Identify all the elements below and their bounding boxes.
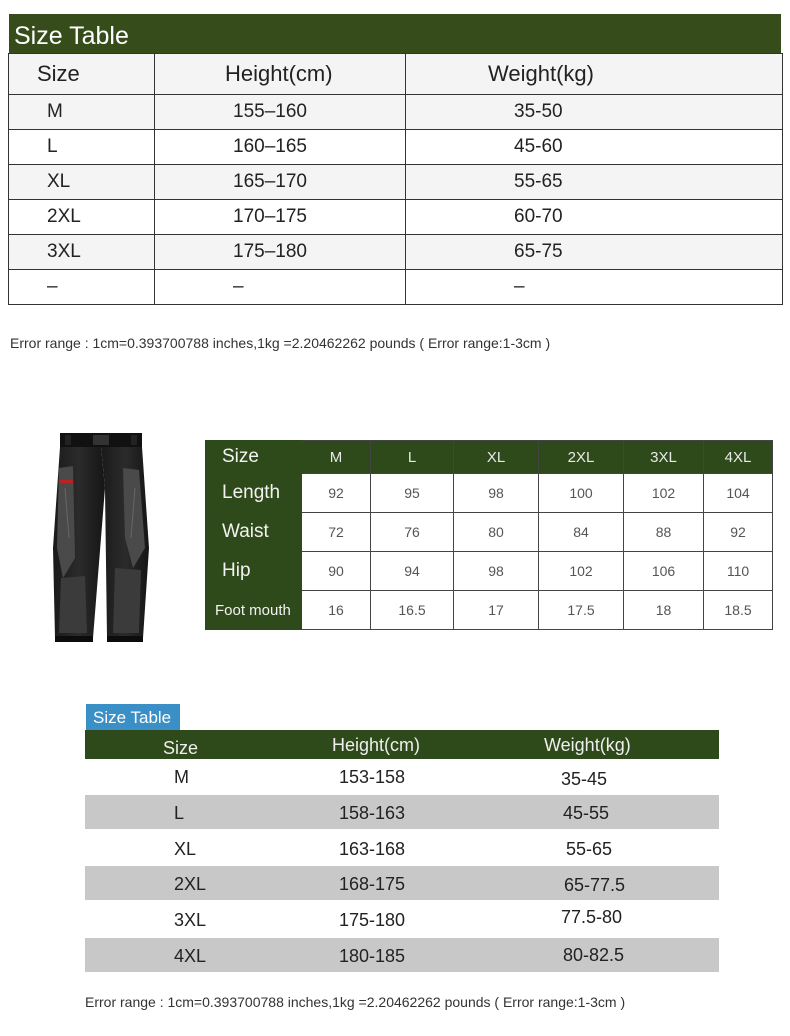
table-row bbox=[85, 938, 719, 972]
table-cell: 16 bbox=[302, 591, 371, 630]
error-range-note: Error range : 1cm=0.393700788 inches,1kg =2.20462262 pounds ( Error range:1-3cm ) bbox=[85, 994, 626, 1010]
table-cell: 92 bbox=[704, 513, 773, 552]
cell-weight: 77.5-80 bbox=[561, 907, 623, 927]
table-row bbox=[85, 795, 719, 829]
header-height: Height(cm) bbox=[332, 735, 421, 755]
cell-height: 168-175 bbox=[339, 874, 406, 894]
cell-weight: 65-75 bbox=[406, 235, 783, 270]
cell-height: – bbox=[155, 270, 406, 305]
cell-weight: 65-77.5 bbox=[564, 875, 626, 895]
cell-weight: 80-82.5 bbox=[563, 945, 625, 965]
size-table-1 bbox=[8, 53, 783, 305]
header-weight: Weight(kg) bbox=[406, 54, 783, 95]
header-size-4xl: 4XL bbox=[704, 441, 773, 474]
table-cell: 106 bbox=[624, 552, 704, 591]
cell-size: M bbox=[174, 767, 189, 787]
cell-size: XL bbox=[174, 839, 197, 859]
measurement-table bbox=[205, 440, 773, 630]
table-row bbox=[206, 513, 773, 552]
header-height: Height(cm) bbox=[155, 54, 406, 95]
cell-size: 4XL bbox=[174, 946, 207, 966]
cell-height: 163-168 bbox=[339, 839, 406, 859]
cell-size: 2XL bbox=[9, 200, 155, 235]
cell-weight: 35-45 bbox=[561, 769, 608, 789]
table-row bbox=[9, 165, 783, 200]
cell-height: 180-185 bbox=[339, 946, 406, 966]
table-cell: 98 bbox=[454, 552, 539, 591]
table-cell: 98 bbox=[454, 474, 539, 513]
cell-weight: 45-60 bbox=[406, 130, 783, 165]
table-cell: 90 bbox=[302, 552, 371, 591]
table-row bbox=[206, 474, 773, 513]
table-cell: 84 bbox=[539, 513, 624, 552]
row-label-hip: Hip bbox=[206, 552, 302, 591]
table-row bbox=[85, 831, 719, 865]
table-cell: 102 bbox=[539, 552, 624, 591]
header-size-m: M bbox=[302, 441, 371, 474]
table-row bbox=[206, 591, 773, 630]
row-label-waist: Waist bbox=[206, 513, 302, 552]
cell-size: L bbox=[9, 130, 155, 165]
table-cell: 17.5 bbox=[539, 591, 624, 630]
cell-height: 175-180 bbox=[339, 910, 406, 930]
cell-size: – bbox=[9, 270, 155, 305]
cell-weight: 60-70 bbox=[406, 200, 783, 235]
table-cell: 102 bbox=[624, 474, 704, 513]
cell-weight: 35-50 bbox=[406, 95, 783, 130]
table-cell: 110 bbox=[704, 552, 773, 591]
cell-size: 3XL bbox=[174, 910, 207, 930]
header-size: Size bbox=[9, 54, 155, 95]
table-cell: 88 bbox=[624, 513, 704, 552]
cell-height: 170–175 bbox=[155, 200, 406, 235]
error-range-note: Error range : 1cm=0.393700788 inches,1kg =2.20462262 pounds ( Error range:1-3cm ) bbox=[10, 335, 551, 351]
cell-height: 175–180 bbox=[155, 235, 406, 270]
size-table-title: Size Table bbox=[9, 14, 781, 53]
table-row bbox=[9, 270, 783, 305]
table-cell: 18.5 bbox=[704, 591, 773, 630]
table-row bbox=[9, 95, 783, 130]
table-row bbox=[9, 235, 783, 270]
table-header-row bbox=[9, 54, 783, 95]
table-row bbox=[9, 200, 783, 235]
table-row bbox=[85, 902, 719, 936]
table-header-row bbox=[206, 441, 773, 474]
cell-size: L bbox=[174, 803, 185, 823]
header-size-3xl: 3XL bbox=[624, 441, 704, 474]
cell-weight: 55-65 bbox=[566, 839, 613, 859]
header-size-2xl: 2XL bbox=[539, 441, 624, 474]
cell-size: M bbox=[9, 95, 155, 130]
table-header-row bbox=[85, 730, 719, 759]
cell-height: 153-158 bbox=[339, 767, 406, 787]
cell-size: XL bbox=[9, 165, 155, 200]
table-row bbox=[85, 759, 719, 793]
size-table-tag: Size Table bbox=[86, 704, 180, 730]
table-cell: 18 bbox=[624, 591, 704, 630]
table-cell: 95 bbox=[371, 474, 454, 513]
table-cell: 92 bbox=[302, 474, 371, 513]
table-cell: 80 bbox=[454, 513, 539, 552]
table-row bbox=[206, 552, 773, 591]
table-cell: 94 bbox=[371, 552, 454, 591]
cell-size: 3XL bbox=[9, 235, 155, 270]
table-cell: 72 bbox=[302, 513, 371, 552]
cell-weight: 55-65 bbox=[406, 165, 783, 200]
row-label-foot-mouth: Foot mouth bbox=[206, 591, 302, 630]
cell-weight: – bbox=[406, 270, 783, 305]
header-size: Size bbox=[206, 441, 302, 474]
cell-height: 165–170 bbox=[155, 165, 406, 200]
table-row bbox=[85, 866, 719, 900]
header-size: Size bbox=[163, 738, 199, 758]
header-weight: Weight(kg) bbox=[544, 735, 631, 755]
table-row bbox=[9, 130, 783, 165]
cell-size: 2XL bbox=[174, 874, 207, 894]
cell-height: 160–165 bbox=[155, 130, 406, 165]
cell-height: 158-163 bbox=[339, 803, 406, 823]
table-cell: 76 bbox=[371, 513, 454, 552]
header-size-l: L bbox=[371, 441, 454, 474]
table-cell: 16.5 bbox=[371, 591, 454, 630]
table-cell: 104 bbox=[704, 474, 773, 513]
table-cell: 100 bbox=[539, 474, 624, 513]
table-cell: 17 bbox=[454, 591, 539, 630]
cell-height: 155–160 bbox=[155, 95, 406, 130]
cell-weight: 45-55 bbox=[563, 803, 610, 823]
row-label-length: Length bbox=[206, 474, 302, 513]
pants-image bbox=[45, 428, 157, 660]
header-size-xl: XL bbox=[454, 441, 539, 474]
